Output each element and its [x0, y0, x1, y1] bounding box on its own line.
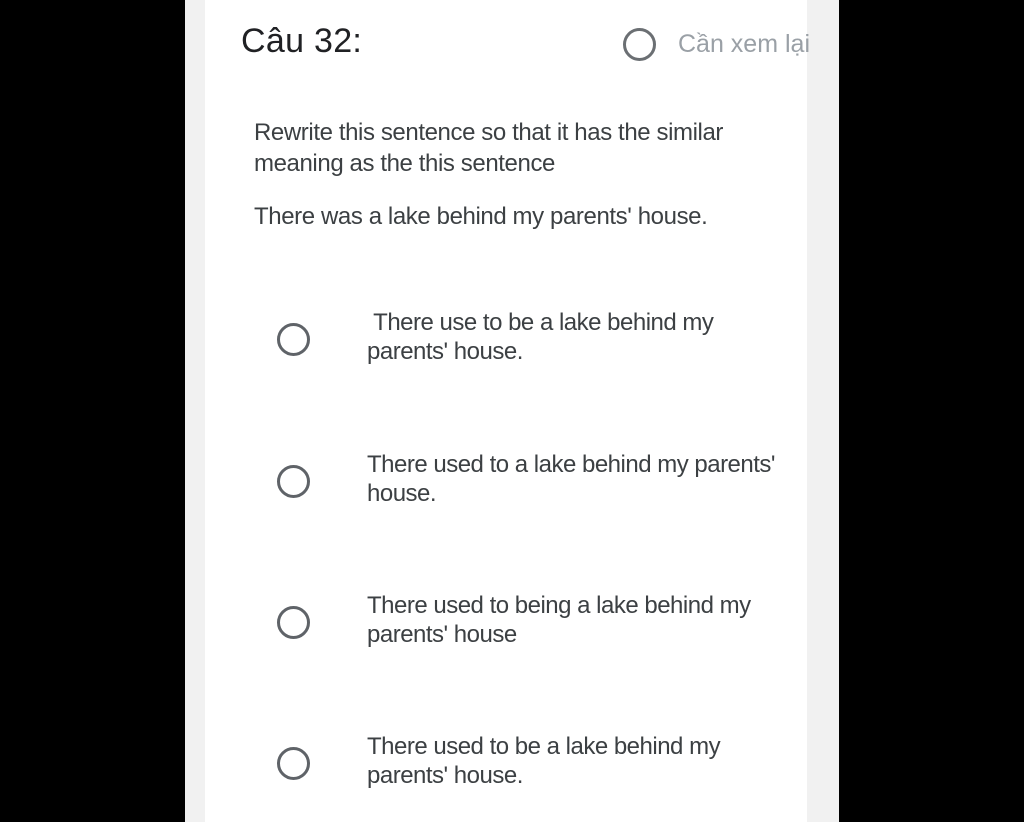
- radio-circle-icon[interactable]: [277, 465, 310, 498]
- answer-option-text: There use to be a lake behind my parents' house.: [367, 309, 720, 365]
- app-screen: [185, 0, 839, 822]
- answer-option-2[interactable]: [271, 439, 791, 519]
- answer-option-3[interactable]: [271, 580, 791, 660]
- radio-circle-icon[interactable]: [277, 747, 310, 780]
- answer-option-1[interactable]: [271, 297, 791, 377]
- question-number: Câu 32:: [241, 22, 363, 60]
- radio-circle-icon[interactable]: [277, 606, 310, 639]
- answer-option-text: There used to a lake behind my parents' house.: [367, 451, 775, 507]
- answer-option-text: There used to being a lake behind my parents' house: [367, 592, 751, 648]
- radio-circle-icon[interactable]: [277, 323, 310, 356]
- answer-option-4[interactable]: [271, 721, 791, 801]
- question-prompt: Rewrite this sentence so that it has the similar meaning as the this sentence: [254, 119, 724, 177]
- answer-option-text: There used to be a lake behind my parents' house.: [367, 733, 721, 789]
- answer-options: [205, 0, 807, 822]
- question-card: [205, 0, 810, 822]
- review-later-label: Cần xem lại: [678, 29, 810, 58]
- question-sentence: There was a lake behind my parents' house.: [254, 203, 708, 230]
